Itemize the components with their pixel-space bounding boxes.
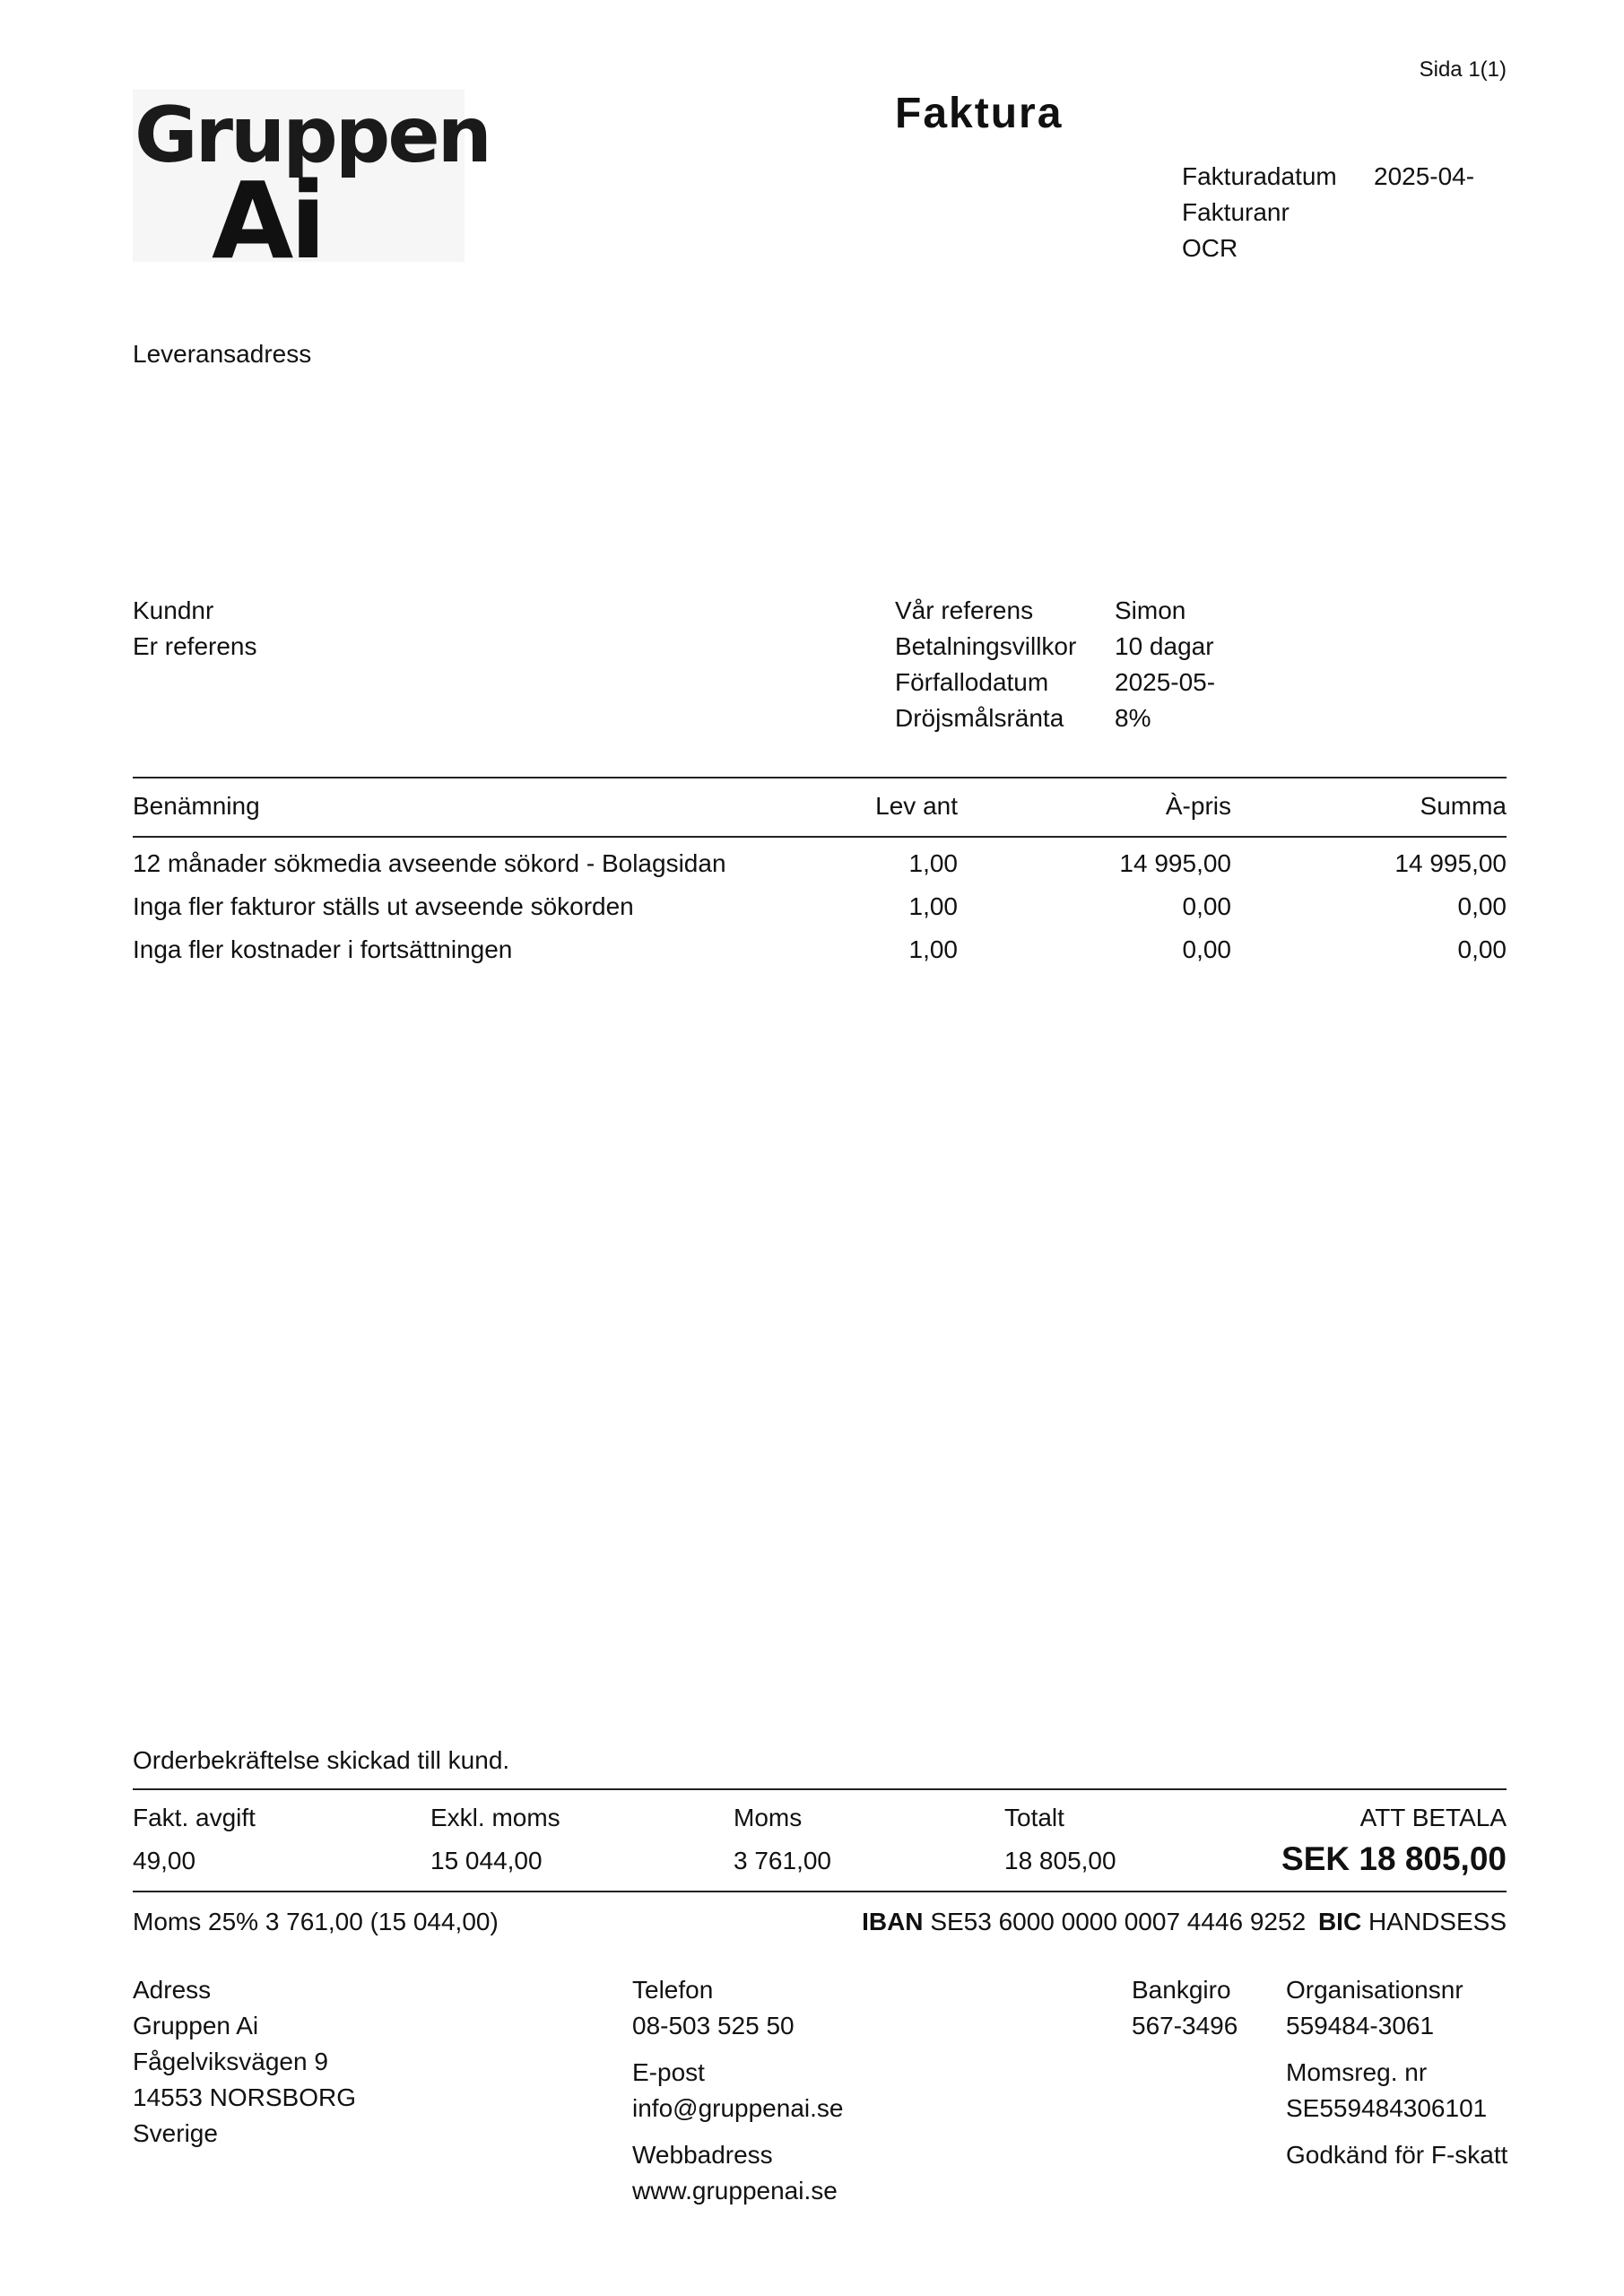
excl-vat-label: Exkl. moms xyxy=(430,1804,560,1831)
excl-vat-value: 15 044,00 xyxy=(430,1847,543,1874)
row-description: Inga fler fakturor ställs ut avseende sökorden xyxy=(133,892,634,920)
row-unit-price: 0,00 xyxy=(1182,892,1231,920)
ocr-label: OCR xyxy=(1182,234,1238,262)
total-label: Totalt xyxy=(1004,1804,1064,1831)
address-country: Sverige xyxy=(133,2119,218,2147)
amount-due-label: ATT BETALA xyxy=(1359,1804,1507,1831)
iban-label: IBAN xyxy=(862,1908,924,1935)
row-quantity: 1,00 xyxy=(908,849,958,877)
invoice-fee-value: 49,00 xyxy=(133,1847,196,1874)
totals-bottom-divider xyxy=(133,1891,1507,1892)
website-link[interactable]: www.gruppenai.se xyxy=(632,2177,838,2205)
company-logo xyxy=(133,90,490,283)
iban-value: SE53 6000 0000 0007 4446 9252 xyxy=(930,1908,1307,1935)
bankgiro-label: Bankgiro xyxy=(1132,1976,1231,2004)
document-title: Faktura xyxy=(895,90,1064,137)
payment-terms-value: 10 dagar xyxy=(1115,632,1214,660)
row-sum: 0,00 xyxy=(1457,892,1507,920)
delivery-address-label: Leveransadress xyxy=(133,340,312,368)
table-top-divider xyxy=(133,777,1507,778)
column-header-quantity: Lev ant xyxy=(875,792,958,820)
vat-summary: Moms 25% 3 761,00 (15 044,00) xyxy=(133,1908,499,1935)
f-tax-approval: Godkänd för F-skatt xyxy=(1286,2141,1508,2169)
address-street: Fågelviksvägen 9 xyxy=(133,2048,328,2075)
our-reference-value: Simon xyxy=(1115,596,1186,624)
amount-due-value: SEK 18 805,00 xyxy=(1281,1840,1507,1877)
website-label: Webbadress xyxy=(632,2141,773,2169)
payment-terms-label: Betalningsvillkor xyxy=(895,632,1077,660)
invoice-fee-label: Fakt. avgift xyxy=(133,1804,256,1831)
late-interest-value: 8% xyxy=(1115,704,1151,732)
vat-label: Moms xyxy=(734,1804,803,1831)
address-company: Gruppen Ai xyxy=(133,2012,259,2039)
address-label: Adress xyxy=(133,1976,212,2004)
bankgiro-value: 567-3496 xyxy=(1132,2012,1238,2039)
vat-reg-value: SE559484306101 xyxy=(1286,2094,1488,2122)
customer-number-label: Kundnr xyxy=(133,596,214,624)
email-link[interactable]: info@gruppenai.se xyxy=(632,2094,844,2122)
invoice-date-label: Fakturadatum xyxy=(1182,162,1337,190)
column-header-description: Benämning xyxy=(133,792,260,820)
bic-value: HANDSESS xyxy=(1368,1908,1507,1935)
vat-value: 3 761,00 xyxy=(734,1847,831,1874)
invoice-number-label: Fakturanr xyxy=(1182,198,1290,226)
order-confirmation-note: Orderbekräftelse skickad till kund. xyxy=(133,1746,510,1774)
column-header-unit-price: À-pris xyxy=(1165,792,1231,820)
bank-details xyxy=(862,1907,1507,1937)
phone-label: Telefon xyxy=(632,1976,714,2004)
logo-text-gruppen: Gruppen xyxy=(135,91,490,180)
invoice-date-value: 2025-04- xyxy=(1374,162,1475,190)
total-value: 18 805,00 xyxy=(1004,1847,1116,1874)
our-reference-label: Vår referens xyxy=(895,596,1034,624)
page-indicator: Sida 1(1) xyxy=(1419,57,1507,82)
row-quantity: 1,00 xyxy=(908,935,958,963)
email-label: E-post xyxy=(632,2058,705,2086)
due-date-value: 2025-05- xyxy=(1115,668,1216,696)
vat-reg-label: Momsreg. nr xyxy=(1286,2058,1428,2086)
org-number-label: Organisationsnr xyxy=(1286,1976,1463,2004)
logo-text-ai: Ai xyxy=(212,159,323,283)
phone-value[interactable]: 08-503 525 50 xyxy=(632,2012,795,2039)
table-header-divider xyxy=(133,836,1507,838)
column-header-sum: Summa xyxy=(1420,792,1507,820)
late-interest-label: Dröjsmålsränta xyxy=(895,704,1064,732)
row-sum: 0,00 xyxy=(1457,935,1507,963)
your-reference-label: Er referens xyxy=(133,632,257,660)
org-number-value: 559484-3061 xyxy=(1286,2012,1435,2039)
row-unit-price: 0,00 xyxy=(1182,935,1231,963)
row-description: Inga fler kostnader i fortsättningen xyxy=(133,935,513,963)
totals-top-divider xyxy=(133,1788,1507,1790)
row-sum: 14 995,00 xyxy=(1394,849,1507,877)
row-quantity: 1,00 xyxy=(908,892,958,920)
due-date-label: Förfallodatum xyxy=(895,668,1049,696)
row-unit-price: 14 995,00 xyxy=(1119,849,1231,877)
row-description: 12 månader sökmedia avseende sökord - Bolagsidan xyxy=(133,849,726,877)
address-postal: 14553 NORSBORG xyxy=(133,2083,356,2111)
bic-label: BIC xyxy=(1317,1908,1362,1935)
